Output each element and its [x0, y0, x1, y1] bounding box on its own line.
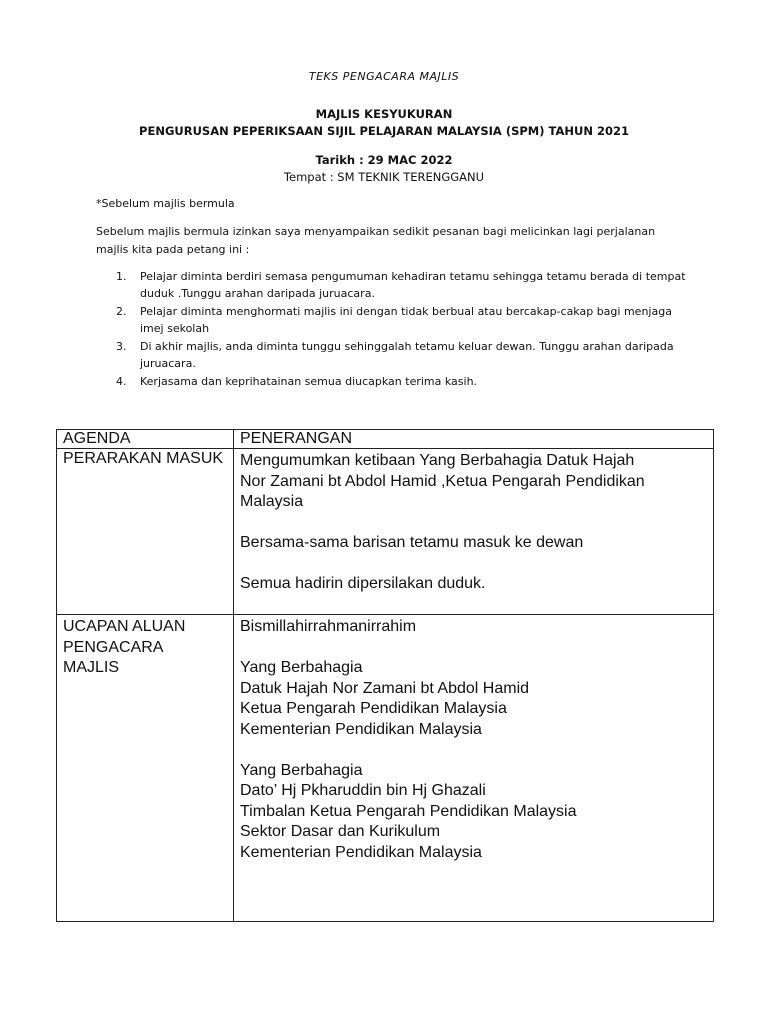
description-line: Bersama-sama barisan tetamu masuk ke dewan	[240, 534, 584, 551]
table-row	[57, 615, 714, 922]
event-heading	[0, 106, 768, 140]
description-line: Malaysia	[240, 493, 304, 510]
agenda-label: PERARAKAN MASUK	[63, 450, 224, 467]
event-name: MAJLIS KESYUKURAN	[315, 107, 453, 121]
agenda-table	[56, 429, 714, 922]
rule-number: 3.	[116, 340, 127, 353]
event-date: Tarikh : 29 MAC 2022	[315, 153, 453, 167]
header-agenda: AGENDA	[57, 430, 234, 449]
agenda-label: MAJLIS	[63, 659, 120, 676]
agenda-label: UCAPAN ALUAN	[63, 618, 186, 635]
rule-text: Di akhir majlis, anda diminta tunggu sehinggalah tetamu keluar dewan. Tunggu arahan daripada juruacara.	[140, 340, 674, 370]
event-venue: Tempat : SM TEKNIK TERENGGANU	[283, 170, 485, 184]
rule-item	[96, 338, 686, 372]
description-line: Semua hadirin dipersilakan duduk.	[240, 575, 486, 592]
table-header-row	[57, 430, 714, 449]
agenda-cell	[57, 615, 234, 922]
rules-list	[96, 268, 686, 391]
rule-number: 4.	[116, 375, 127, 388]
rule-text: Pelajar diminta menghormati majlis ini dengan tidak berbual atau bercakap-cakap bagi menjaga imej sekolah	[140, 305, 672, 335]
header-penerangan: PENERANGAN	[234, 430, 714, 449]
description-line: Bismillahirrahmanirrahim	[240, 618, 417, 635]
table-row	[57, 449, 714, 615]
rule-item	[96, 268, 686, 302]
description-line: Yang Berbahagia	[240, 659, 363, 676]
description-line: Sektor Dasar dan Kurikulum	[240, 823, 441, 840]
description-cell	[234, 449, 714, 615]
event-details	[0, 152, 768, 186]
event-subtitle: PENGURUSAN PEPERIKSAAN SIJIL PELAJARAN MALAYSIA (SPM) TAHUN 2021	[139, 124, 629, 138]
description-line: Mengumumkan ketibaan Yang Berbahagia Datuk Hajah	[240, 452, 635, 469]
description-line: Timbalan Ketua Pengarah Pendidikan Malaysia	[240, 802, 577, 820]
description-cell	[234, 615, 714, 922]
description-line: Nor Zamani bt Abdol Hamid ,Ketua Pengarah Pendidikan	[240, 472, 645, 490]
description-line: Kementerian Pendidikan Malaysia	[240, 843, 482, 861]
script-title: TEKS PENGACARA MAJLIS	[308, 70, 460, 83]
description-line: Ketua Pengarah Pendidikan Malaysia	[240, 700, 507, 717]
description-line: Yang Berbahagia	[240, 761, 363, 779]
rule-number: 2.	[116, 305, 127, 318]
description-line: Kementerian Pendidikan Malaysia	[240, 720, 482, 738]
agenda-label: PENGACARA	[63, 638, 164, 656]
intro-paragraph: Sebelum majlis bermula izinkan saya menyampaikan sedikit pesanan bagi melicinkan lagi perjalanan majlis kita pada petang ini :	[96, 225, 656, 256]
rule-text: Pelajar diminta berdiri semasa pengumuman kehadiran tetamu sehingga tetamu berada di tempat duduk .Tunggu arahan daripada juruacara.	[140, 270, 686, 300]
rule-text: Kerjasama dan keprihatainan semua diucapkan terima kasih.	[140, 375, 478, 388]
rule-item	[96, 373, 686, 390]
description-line: Datuk Hajah Nor Zamani bt Abdol Hamid	[240, 679, 530, 697]
description-line: Dato’ Hj Pkharuddin bin Hj Ghazali	[240, 782, 486, 799]
rule-number: 1.	[116, 270, 127, 283]
agenda-cell	[57, 449, 234, 615]
pre-event-note: *Sebelum majlis bermula	[96, 197, 235, 210]
rule-item	[96, 303, 686, 337]
